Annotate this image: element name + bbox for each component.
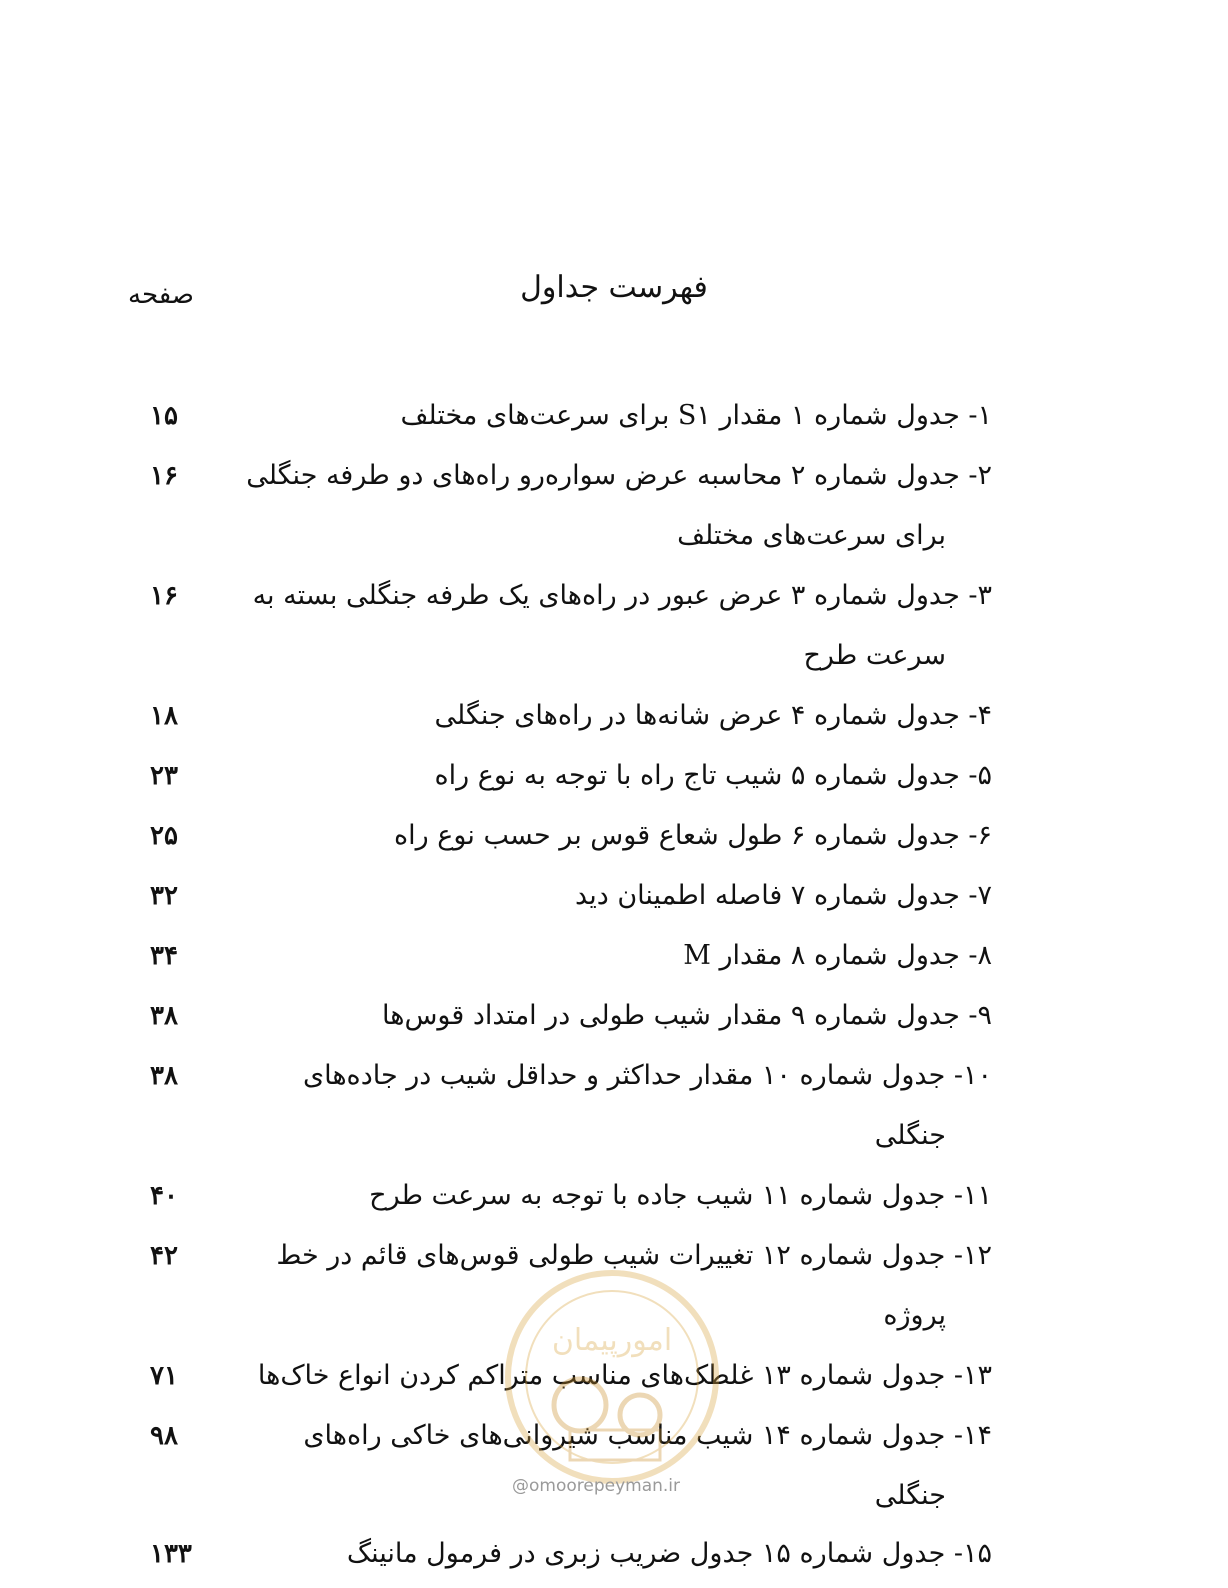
toc-entry: [0, 926, 1228, 986]
watermark-logo-text: امورپیمان: [551, 1323, 673, 1358]
entry-text-continuation: سرعت طرح: [803, 640, 946, 671]
toc-entry-continuation: [0, 626, 1228, 686]
entry-text-continuation: جنگلی: [874, 1120, 946, 1151]
entry-page: ۴۲: [150, 1241, 178, 1271]
entry-text: ۱۱- جدول شماره ۱۱ شیب جاده با توجه به سرعت طرح: [369, 1180, 992, 1211]
entry-text: ۱- جدول شماره ۱ مقدار S۱ برای سرعت‌های مختلف: [400, 400, 992, 431]
toc-entry: [0, 986, 1228, 1046]
entry-page: ۳۴: [150, 941, 178, 971]
entry-page: ۱۵: [150, 401, 178, 431]
entry-text: ۱۳- جدول شماره ۱۳ غلطک‌های مناسب متراکم کردن انواع خاک‌ها: [257, 1360, 992, 1391]
entry-text-continuation: پروژه: [883, 1300, 946, 1331]
entry-page: ۱۶: [150, 461, 178, 491]
entry-page: ۲۳: [150, 761, 178, 791]
toc-entry: [0, 1046, 1228, 1106]
page-title: فهرست جداول: [520, 270, 708, 305]
entry-text: ۷- جدول شماره ۷ فاصله اطمینان دید: [575, 880, 992, 911]
entry-text: ۹- جدول شماره ۹ مقدار شیب طولی در امتداد قوس‌ها: [381, 1000, 992, 1031]
entry-page: ۳۲: [150, 881, 178, 911]
entry-page: ۳۸: [150, 1061, 178, 1091]
entry-text: ۱۴- جدول شماره ۱۴ شیب مناسب شیروانی‌های خاکی راه‌های: [303, 1420, 992, 1451]
toc-entry: [0, 566, 1228, 626]
entry-text-continuation: جنگلی: [874, 1480, 946, 1511]
watermark-seal-icon: [500, 1265, 725, 1490]
entry-page: ۷۱: [150, 1361, 178, 1391]
watermark-handle: @omoorepeyman.ir: [512, 1476, 681, 1496]
entry-page: ۹۸: [150, 1421, 178, 1451]
toc-entry: [0, 686, 1228, 746]
entry-text-continuation: برای سرعت‌های مختلف: [677, 520, 946, 551]
entry-page: ۲۵: [150, 821, 178, 851]
entry-text: ۵- جدول شماره ۵ شیب تاج راه با توجه به نوع راه: [434, 760, 992, 791]
entry-text: ۲- جدول شماره ۲ محاسبه عرض سواره‌رو راه‌های دو طرفه جنگلی: [246, 460, 992, 491]
toc-entry: [0, 446, 1228, 506]
toc-entry: [0, 746, 1228, 806]
toc-entry: [0, 1524, 1228, 1584]
entry-text: ۱۵- جدول شماره ۱۵ جدول ضریب زبری در فرمول مانینگ: [346, 1538, 992, 1569]
entry-page: ۱۶: [150, 581, 178, 611]
entry-text: ۱۰- جدول شماره ۱۰ مقدار حداکثر و حداقل شیب در جاده‌های: [302, 1060, 992, 1091]
toc-entry-continuation: [0, 1106, 1228, 1166]
entry-text: ۳- جدول شماره ۳ عرض عبور در راه‌های یک طرفه جنگلی بسته به: [252, 580, 992, 611]
entry-page: ۱۸: [150, 701, 178, 731]
entry-text: ۶- جدول شماره ۶ طول شعاع قوس بر حسب نوع راه: [394, 820, 992, 851]
page-column-heading: صفحه: [128, 280, 194, 310]
entry-text: ۸- جدول شماره ۸ مقدار M: [683, 940, 992, 971]
toc-entry-continuation: [0, 506, 1228, 566]
entry-page: ۳۸: [150, 1001, 178, 1031]
entry-page: ۴۰: [150, 1181, 178, 1211]
entry-text: ۴- جدول شماره ۴ عرض شانه‌ها در راه‌های جنگلی: [434, 700, 992, 731]
entry-text: ۱۲- جدول شماره ۱۲ تغییرات شیب طولی قوس‌های قائم در خط: [276, 1240, 992, 1271]
toc-entry: [0, 806, 1228, 866]
toc-entry: [0, 386, 1228, 446]
entry-page: ۱۳۳: [150, 1539, 192, 1569]
toc-entry: [0, 1166, 1228, 1226]
toc-entry: [0, 866, 1228, 926]
